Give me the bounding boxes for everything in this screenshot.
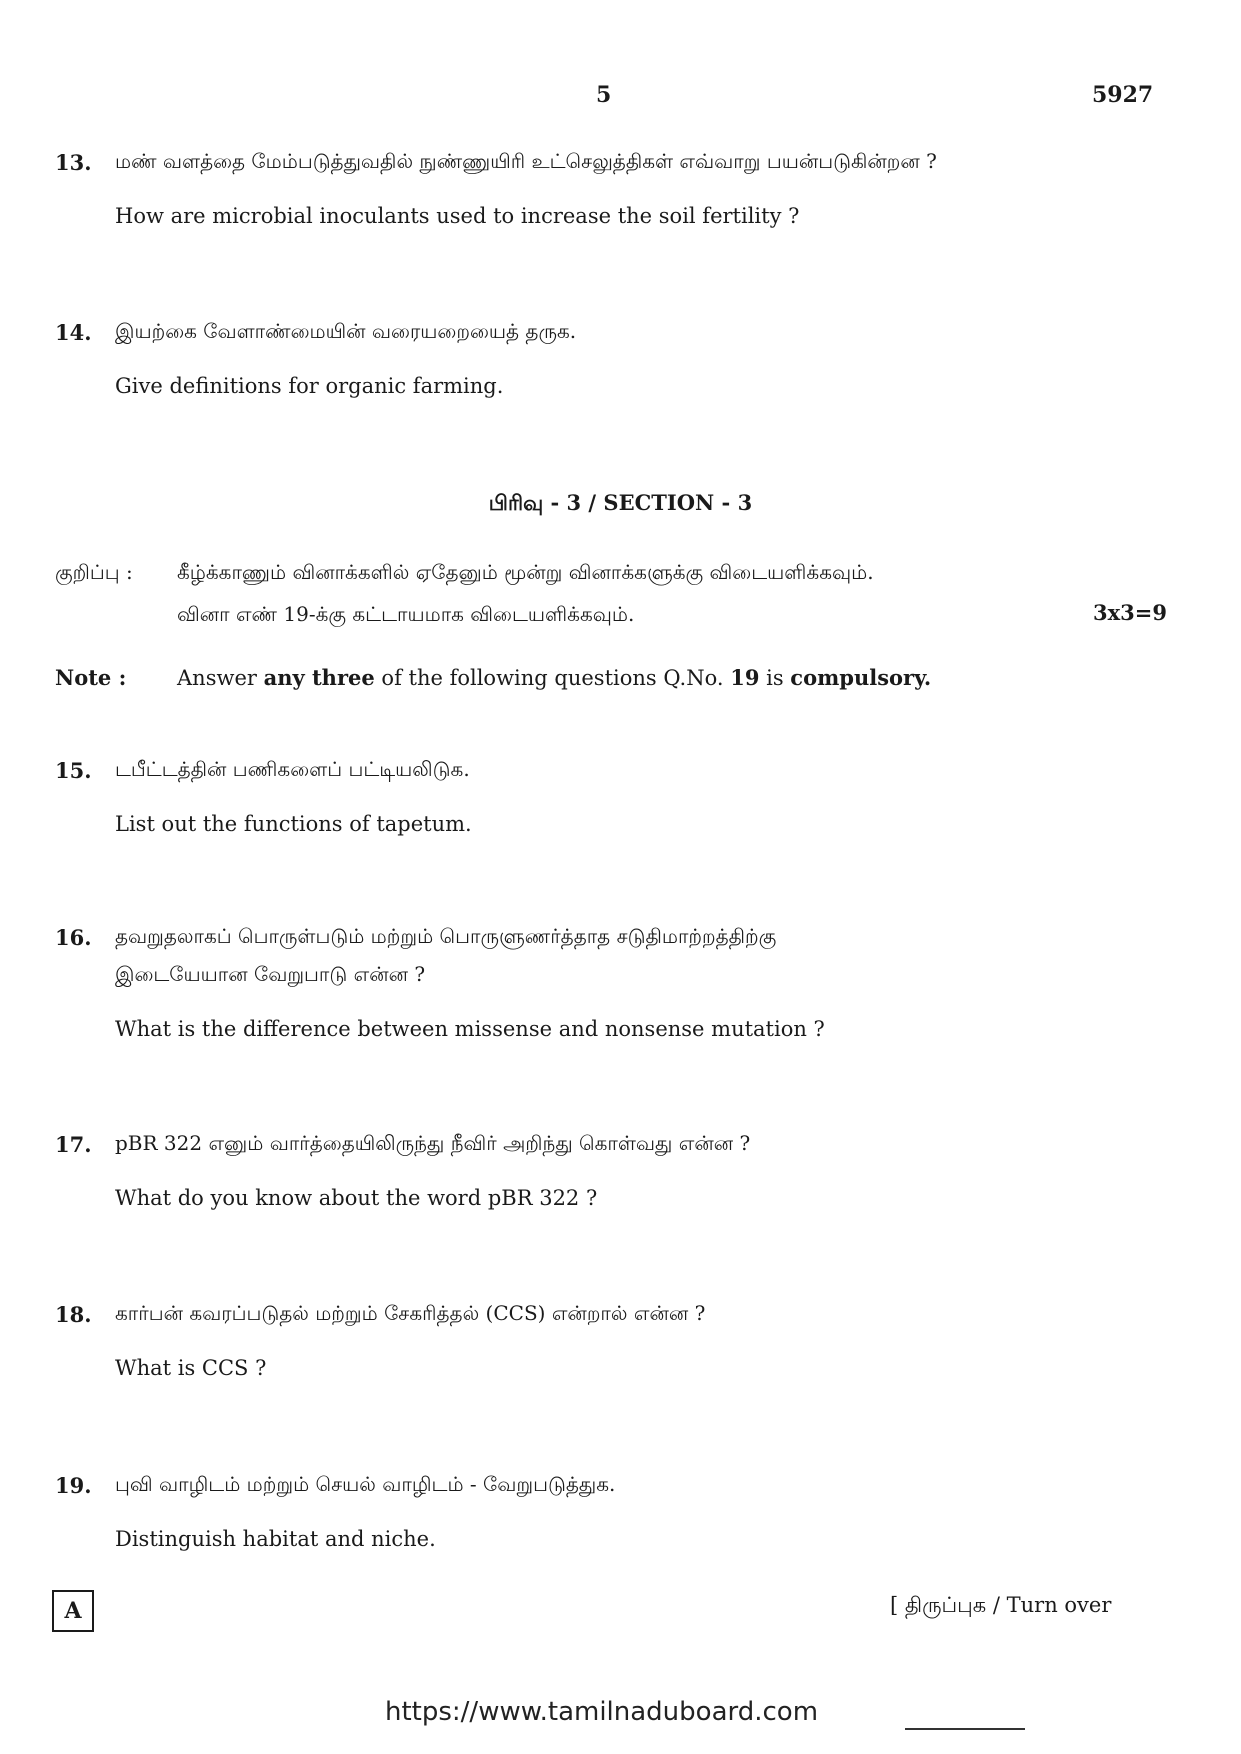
question-tamil: pBR 322 எனும் வார்த்தையிலிருந்து நீவிர் அறிந்து கொள்வது என்ன ? xyxy=(115,1131,751,1155)
question-english: What is the difference between missense and nonsense mutation ? xyxy=(115,1017,825,1041)
question-number: 14. xyxy=(55,320,92,345)
question-number: 17. xyxy=(55,1132,92,1157)
page-number: 5 xyxy=(596,82,612,108)
source-url[interactable]: https://www.tamilnaduboard.com xyxy=(385,1697,819,1727)
note-tamil-line-2: வினா எண் 19-க்கு கட்டாயமாக விடையளிக்கவும். xyxy=(177,602,635,626)
question-14 xyxy=(55,320,1175,400)
note-emphasis: any three xyxy=(263,665,375,690)
note-english xyxy=(177,665,931,690)
question-number: 18. xyxy=(55,1302,92,1327)
note-text: is xyxy=(759,666,791,690)
question-english: What do you know about the word pBR 322 ? xyxy=(115,1186,598,1210)
section-title: பிரிவு - 3 / SECTION - 3 xyxy=(488,490,753,515)
question-number: 19. xyxy=(55,1473,92,1498)
question-tamil: இயற்கை வேளாண்மையின் வரையறையைத் தருக. xyxy=(115,319,577,343)
question-18 xyxy=(55,1302,1175,1382)
question-16 xyxy=(55,925,1175,1045)
question-english: Give definitions for organic farming. xyxy=(115,374,504,398)
question-english: What is CCS ? xyxy=(115,1356,267,1380)
note-text: Answer xyxy=(177,666,264,690)
question-tamil: கார்பன் கவரப்படுதல் மற்றும் சேகரித்தல் (CCS) என்றால் என்ன ? xyxy=(115,1301,706,1325)
question-17 xyxy=(55,1132,1175,1212)
note-tamil-line-1: கீழ்க்காணும் வினாக்களில் ஏதேனும் மூன்று வினாக்களுக்கு விடையளிக்கவும். xyxy=(177,560,874,584)
note-emphasis: compulsory. xyxy=(790,665,932,690)
marks: 3x3=9 xyxy=(1093,600,1167,625)
divider xyxy=(905,1728,1025,1730)
note-label-tamil: குறிப்பு : xyxy=(55,560,133,584)
question-tamil: டபீட்டத்தின் பணிகளைப் பட்டியலிடுக. xyxy=(115,757,470,781)
question-tamil: புவி வாழிடம் மற்றும் செயல் வாழிடம் - வேறுபடுத்துக. xyxy=(115,1472,616,1496)
question-13 xyxy=(55,150,1175,230)
question-tamil: மண் வளத்தை மேம்படுத்துவதில் நுண்ணுயிரி உட்செலுத்திகள் எவ்வாறு பயன்படுகின்றன ? xyxy=(115,149,937,173)
question-19 xyxy=(55,1473,1175,1553)
question-number: 13. xyxy=(55,150,92,175)
question-tamil: இடையேயான வேறுபாடு என்ன ? xyxy=(115,962,426,986)
question-number: 15. xyxy=(55,758,92,783)
turn-over: [ திருப்புக / Turn over xyxy=(890,1593,1112,1617)
question-english: List out the functions of tapetum. xyxy=(115,812,472,836)
question-15 xyxy=(55,758,1175,838)
note-text: of the following questions Q.No. xyxy=(374,666,731,690)
question-english: Distinguish habitat and niche. xyxy=(115,1527,436,1551)
set-label-box: A xyxy=(52,1590,94,1632)
question-number: 16. xyxy=(55,925,92,950)
paper-code: 5927 xyxy=(1092,82,1154,108)
question-english: How are microbial inoculants used to increase the soil fertility ? xyxy=(115,204,800,228)
note-label-english: Note : xyxy=(55,665,127,690)
question-tamil: தவறுதலாகப் பொருள்படும் மற்றும் பொருளுணர்த்தாத சடுதிமாற்றத்திற்கு xyxy=(115,924,777,948)
note-emphasis: 19 xyxy=(730,665,760,690)
